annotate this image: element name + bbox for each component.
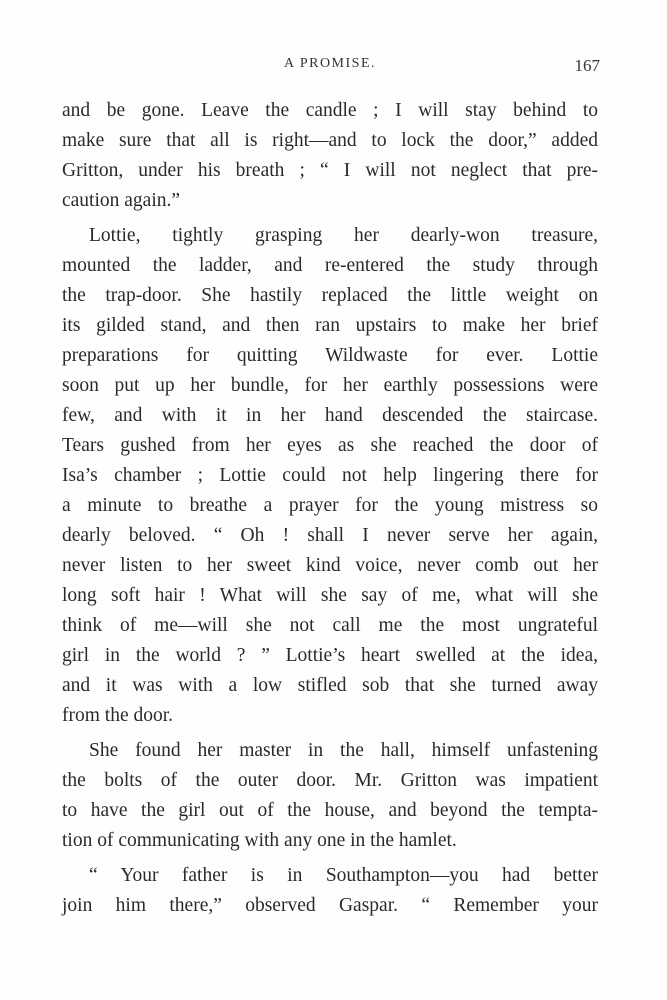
text-line: and it was with a low stifled sob that she turned away <box>62 675 598 696</box>
text-line: and be gone. Leave the candle ; I will stay behind to <box>62 100 598 121</box>
text-line: preparations for quitting Wildwaste for ever. Lottie <box>62 345 598 366</box>
text-line: join him there,” observed Gaspar. “ Remember your <box>62 895 598 916</box>
text-line: long soft hair ! What will she say of me, what will she <box>62 585 598 606</box>
text-line: make sure that all is right—and to lock the door,” added <box>62 130 598 151</box>
text-line: Gritton, under his breath ; “ I will not neglect that pre- <box>62 160 598 181</box>
text-line: “ Your father is in Southampton—you had better <box>89 865 598 886</box>
text-line: Isa’s chamber ; Lottie could not help lingering there for <box>62 465 598 486</box>
paragraph <box>62 221 598 731</box>
page-number: 167 <box>574 56 600 75</box>
paragraph <box>62 96 598 216</box>
body-text <box>62 96 598 921</box>
text-line: girl in the world ? ” Lottie’s heart swelled at the idea, <box>62 645 598 666</box>
text-line: few, and with it in her hand descended the staircase. <box>62 405 598 426</box>
text-line: a minute to breathe a prayer for the young mistress so <box>62 495 598 516</box>
running-title: A PROMISE. <box>283 56 377 71</box>
text-line: think of me—will she not call me the most ungrateful <box>62 615 598 636</box>
text-line: the bolts of the outer door. Mr. Gritton was impatient <box>62 770 598 791</box>
text-line: the trap-door. She hastily replaced the little weight on <box>62 285 598 306</box>
text-line: from the door. <box>62 705 174 726</box>
text-line: soon put up her bundle, for her earthly possessions were <box>62 375 598 396</box>
text-line: Tears gushed from her eyes as she reached the door of <box>62 435 598 456</box>
text-line: Lottie, tightly grasping her dearly-won treasure, <box>89 225 598 246</box>
text-line: mounted the ladder, and re-entered the study through <box>62 255 598 276</box>
text-line: never listen to her sweet kind voice, never comb out her <box>62 555 598 576</box>
text-line: caution again.” <box>62 190 181 211</box>
running-head <box>62 52 598 80</box>
text-line: to have the girl out of the house, and beyond the tempta- <box>62 800 598 821</box>
text-line: its gilded stand, and then ran upstairs to make her brief <box>62 315 598 336</box>
text-line: She found her master in the hall, himself unfastening <box>89 740 598 761</box>
paragraph <box>62 861 598 921</box>
paragraph <box>62 736 598 856</box>
text-line: tion of communicating with any one in the hamlet. <box>62 830 457 851</box>
text-line: dearly beloved. “ Oh ! shall I never serve her again, <box>62 525 598 546</box>
